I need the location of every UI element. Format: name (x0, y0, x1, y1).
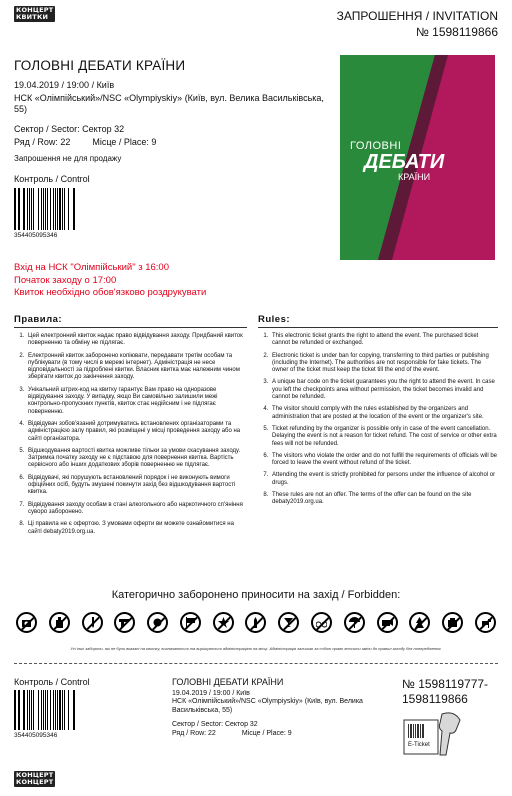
rules-en-item: 8. These rules are not an offer. The terms of the offer can be found on the site debaty2019.org.ua. (270, 492, 498, 507)
invitation-label: ЗАПРОШЕННЯ / INVITATION (336, 9, 498, 23)
seat-sector: Сектор / Sector: Сектор 32 (14, 124, 125, 134)
no-fireworks-icon (245, 612, 266, 633)
rules-en-item: 6. The visitors who violate the order and do not fulfill the requirements of officials will be forced to leave the event without refund of the ticket. (270, 453, 498, 468)
rules-en-item: 2. Electronic ticket is under ban for copying, transferring to third parties or publishing (including the Internet). The authorities are not responsible for fake tickets. The owner of the ticket must keep the ticket till the end of the event. (270, 353, 498, 375)
rules-ua-item: 4. Відвідувач зобов'язаний дотримуватись встановлених організаторами та адміністрацією залу правил, які розміщені у місці проведення заходу або на сайті організатора. (26, 421, 247, 443)
rules-ua-list (14, 333, 247, 541)
stub-barcode-number: 354405095346 (14, 732, 58, 739)
stub-datetime: 19.04.2019 / 19:00 / Київ (172, 690, 250, 697)
no-flag-icon (180, 612, 201, 633)
print-notice: Квиток необхідно обов'язково роздрукувати (14, 287, 207, 298)
no-weapon-icon (114, 612, 135, 633)
not-for-sale-note: Запрошення не для продажу (14, 154, 122, 163)
no-food-icon (147, 612, 168, 633)
rules-en-item: 5. Ticket refunding by the organizer is possible only in case of the event cancellation. Delaying the event is not a reason for ticket refund. The cost of service or other extra fees will not be refunded. (270, 426, 498, 448)
event-banner (340, 55, 495, 260)
event-title: ГОЛОВНІ ДЕБАТИ КРАЇНИ (14, 58, 186, 73)
stub-place: Місце / Place: 9 (241, 729, 292, 737)
no-cooler-icon (442, 612, 463, 633)
start-time-notice: Початок заходу о 17:00 (14, 274, 117, 286)
rules-ua-item: 1. Цей електронний квиток надає право відвідування заходу. Придбаний квиток поверненню та обміну не підлягає. (26, 333, 247, 348)
stub-venue: НСК «Олімпійський»/NSC «Olympiyskiy» (Київ, вул. Велика Васильківська, 55) (172, 698, 363, 714)
barcode-bar (76, 188, 77, 230)
rules-ua-item: 6. Відвідувачі, які порушують встановлений порядок і не виконують вимоги офіційних осіб, будуть змушені покинути захід без відшкодування вартості квитка. (26, 475, 247, 497)
stub-barcode (14, 690, 78, 730)
rules-en-list (258, 333, 498, 512)
no-pen-icon (82, 612, 103, 633)
rules-en-heading: Rules: (258, 314, 291, 325)
forbidden-title: Категорично заборонено приносити на захід / Forbidden: (111, 589, 401, 601)
organizer-logo-bottom: КОНЦЕРТ КОНЦЕРТ (16, 771, 54, 786)
seat-place: Місце / Place: 9 (92, 137, 157, 147)
no-glass-bottle-icon (49, 612, 70, 633)
rules-ua-item: 5. Відшкодування вартості квитка можливе тільки за умови скасування заходу. Затримка початку заходу не є підставою для повернення квитка. Вартість сервісного або інших додаткових зборів поверненню не підлягає. (26, 448, 247, 470)
no-umbrella-icon (344, 612, 365, 633)
no-plants-icon (409, 612, 430, 633)
no-drugs-icon (213, 612, 234, 633)
stub-title: ГОЛОВНІ ДЕБАТИ КРАЇНИ (172, 677, 284, 687)
rules-en-divider (258, 327, 498, 328)
eticket-label: E-Ticket (408, 742, 430, 748)
barcode (14, 188, 78, 230)
event-details (14, 80, 334, 185)
no-photo-camera-icon (377, 612, 398, 633)
tear-line (14, 663, 498, 664)
rules-ua-item: 8. Ці правила не є офертою. З умовами оферти ви можете ознайомитися на сайті debaty2019.org.ua. (26, 521, 247, 536)
rules-en-item: 7. Attending the event is strictly prohibited for persons under the influence of alcohol or drugs. (270, 472, 498, 487)
no-alcohol-icon (278, 612, 299, 633)
banner-text: ГОЛОВНІ ДЕБАТИ КРАЇНИ (350, 140, 445, 182)
stub-number: № 1598119777- 1598119866 (402, 677, 489, 706)
seat-row: Ряд / Row: 22 (14, 137, 71, 147)
rules-ua-heading: Правила: (14, 314, 63, 325)
stub-control-label: Контроль / Control (14, 677, 90, 687)
no-pets-icon (475, 612, 496, 633)
rules-ua-item: 7. Відвідування заходу особам в стані алкогольного або наркотичного сп'яніння суворо заборонено. (26, 502, 247, 517)
organizer-logo: КОНЦЕРТ КВИТКИ (16, 6, 54, 21)
fine-print: Усі інші заборони, які не були вказані на квитку, визначаються та вирішуються адміністрацією на місці. Адміністрація залишає за собою право вносити зміни до правил заходу без попередження. (70, 646, 442, 651)
entry-notices (14, 262, 206, 300)
event-datetime: 19.04.2019 / 19:00 / Київ (14, 80, 115, 90)
rules-en-item: 4. The visitor should comply with the rules established by the organizers and administration that are posted at the location of the event or the organizer's site. (270, 406, 498, 421)
event-venue: НСК «Олімпійський»/NSC «Olympiyskiy» (Київ, вул. Велика Васильківська, 55) (14, 93, 324, 114)
rules-en-item: 1. This electronic ticket grants the right to attend the event. The purchased ticket cannot be refunded or exchanged. (270, 333, 498, 348)
no-bicycle-icon (311, 612, 332, 633)
invitation-header (337, 8, 498, 40)
rules-ua-divider (14, 327, 247, 328)
rules-ua-item: 2. Електронний квиток заборонено копіювати, передавати третім особам та публікувати (в тому числі в мережі інтернет). Адміністрація не несе відповідальності за підроблені квитки. Власник квитка має належним чином зберігати квиток до закінчення заходу. (26, 353, 247, 382)
entry-time-notice: Вхід на НСК "Олімпійський" з 16:00 (14, 262, 169, 273)
stub-sector: Сектор / Sector: Сектор 32 (172, 721, 258, 729)
forbidden-icons (16, 612, 496, 633)
barcode-number: 354405095346 (14, 232, 58, 239)
ticket-number: № 1598119866 (415, 25, 498, 39)
no-photo-icon (16, 612, 37, 633)
stub-row: Ряд / Row: 22 (172, 729, 216, 737)
stub-details (172, 677, 382, 738)
rules-en-item: 3. A unique bar code on the ticket guarantees you the right to attend the event. In case you left the checkpoints area without permission, the ticket becomes invalid and cannot be refunded. (270, 379, 498, 401)
eticket-scanner-icon (402, 710, 472, 758)
control-label: Контроль / Control (14, 174, 90, 184)
rules-ua-item: 3. Унікальний штрих-код на квитку гарантує Вам право на одноразове відвідування заходу. У випадку, якщо Ви самовільно залишили межі контрольно-пропускних пунктів, квиток стає недійсним і не підлягає поверненню. (26, 387, 247, 416)
barcode-bar (76, 690, 77, 730)
